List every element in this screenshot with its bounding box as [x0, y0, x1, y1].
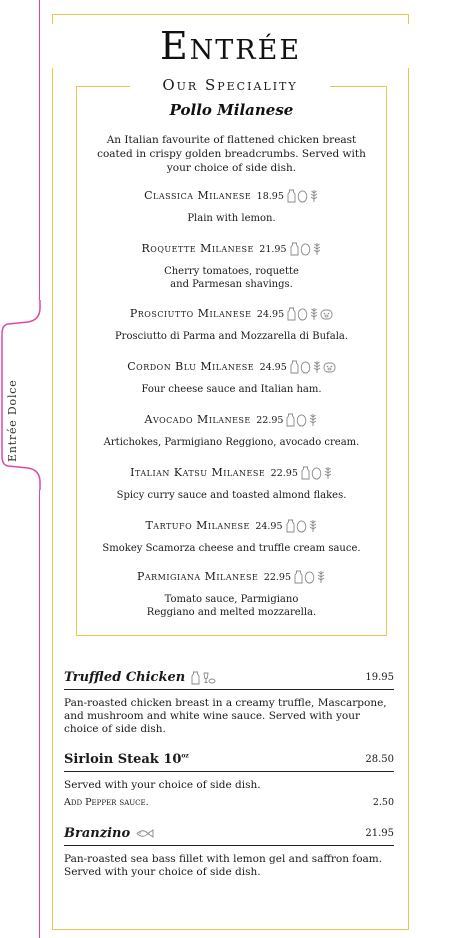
item-name: Tartufo Milanese: [145, 519, 250, 532]
add-on-line: [64, 797, 394, 811]
item-name: Parmigiana Milanese: [136, 570, 259, 583]
egg-icon: [297, 307, 308, 320]
item-price: 21.95: [259, 244, 287, 255]
milk-icon: [294, 570, 303, 583]
main-item-price: 21.95: [365, 828, 394, 839]
item-price: 24.95: [256, 309, 285, 320]
wheat-icon: [323, 466, 333, 479]
allergen-icons: [286, 187, 319, 205]
allergen-icons: [289, 358, 336, 376]
item-description: Plain with lemon.: [187, 213, 276, 224]
item-name: Italian Katsu Milanese: [130, 466, 266, 479]
item-price: 18.95: [256, 191, 284, 202]
allergen-icons: [289, 240, 322, 258]
item-price: 24.95: [255, 521, 283, 532]
main-item-price: 28.50: [365, 754, 394, 765]
item-description: Four cheese sauce and Italian ham.: [141, 384, 322, 395]
wine-icon: [202, 670, 216, 685]
egg-icon: [296, 413, 307, 426]
menu-item: [76, 305, 387, 343]
wheat-icon: [308, 519, 318, 532]
add-on-price: 2.50: [372, 797, 394, 808]
menu-item: [76, 411, 387, 449]
wheat-icon: [312, 360, 322, 373]
milk-icon: [191, 670, 200, 685]
speciality-intro: An Italian favourite of flattened chicken breast coated in crispy golden breadcrumbs. Served with your choice of side dish.: [97, 134, 366, 174]
allergen-icons: [300, 464, 333, 482]
main-item-name: Branzino: [64, 826, 154, 841]
item-description: Cherry tomatoes, roquette and Parmesan shavings.: [164, 266, 299, 290]
main-item-header: [64, 670, 394, 688]
milk-icon: [286, 413, 295, 426]
egg-icon: [300, 360, 311, 373]
milk-icon: [287, 307, 296, 320]
menu-item: [76, 187, 387, 225]
item-name: Cordon Blu Milanese: [127, 360, 255, 373]
divider: [64, 845, 394, 846]
pig-icon: [320, 307, 333, 320]
egg-icon: [304, 570, 315, 583]
fish-icon: [136, 826, 154, 841]
main-item-price: 19.95: [365, 672, 394, 683]
item-price: 22.95: [270, 468, 298, 479]
allergen-icons: [189, 670, 216, 685]
egg-icon: [297, 189, 308, 202]
item-price: 24.95: [259, 362, 287, 373]
allergen-icons: [285, 411, 318, 429]
menu-item: [76, 240, 387, 291]
egg-icon: [300, 242, 311, 255]
main-item-description: Pan-roasted sea bass fillet with lemon gel and saffron foam. Served with your choice of side dish.: [64, 853, 383, 878]
main-item-name: Sirloin Steak $10^{oz}$: [64, 752, 189, 767]
wheat-icon: [309, 307, 319, 320]
main-item-header: [64, 752, 394, 770]
milk-icon: [286, 519, 295, 532]
divider: [64, 771, 394, 772]
egg-icon: [311, 466, 322, 479]
main-item-name: Truffled Chicken: [64, 670, 216, 685]
main-item-description: Served with your choice of side dish.: [64, 779, 261, 791]
item-name: Classica Milanese: [144, 189, 252, 202]
add-on-label: Add Pepper sauce.: [64, 797, 149, 808]
egg-icon: [296, 519, 307, 532]
item-description: Spicy curry sauce and toasted almond flakes.: [116, 490, 347, 501]
milk-icon: [301, 466, 310, 479]
allergen-icons: [285, 517, 318, 535]
wheat-icon: [308, 413, 318, 426]
speciality-subheading: Pollo Milanese: [169, 101, 294, 119]
item-description: Tomato sauce, Parmigiano Reggiano and melted mozzarella.: [146, 594, 317, 618]
allergen-icons: [293, 568, 326, 586]
speciality-heading: Our Speciality: [130, 76, 330, 94]
item-description: Artichokes, Parmigiano Reggiono, avocado cream.: [103, 437, 360, 448]
divider: [64, 689, 394, 690]
allergen-icons: [134, 826, 154, 841]
milk-icon: [290, 360, 299, 373]
wheat-icon: [309, 189, 319, 202]
menu-item: [76, 464, 387, 502]
item-price: 22.95: [263, 572, 292, 583]
page-title: Entrée: [52, 24, 409, 68]
main-item-header: [64, 826, 394, 844]
main-item-description: Pan-roasted chicken breast in a creamy truffle, Mascarpone, and mushroom and white wine sauce. Served with your choice of side dish.: [64, 697, 387, 735]
menu-item: [76, 568, 387, 619]
milk-icon: [287, 189, 296, 202]
menu-item: [76, 517, 387, 555]
pig-icon: [323, 360, 336, 373]
wheat-icon: [312, 242, 322, 255]
item-name: Prosciutto Milanese: [129, 307, 252, 320]
wheat-icon: [316, 570, 326, 583]
menu-item: [76, 358, 387, 396]
side-tab-label[interactable]: Entrée Dolce: [6, 379, 19, 462]
item-name: Avocado Milanese: [144, 413, 251, 426]
milk-icon: [290, 242, 299, 255]
item-description: Smokey Scamorza cheese and truffle cream sauce.: [102, 543, 361, 554]
item-description: Prosciutto di Parma and Mozzarella di Bufala.: [114, 331, 349, 342]
allergen-icons: [286, 305, 333, 323]
item-name: Roquette Milanese: [141, 242, 254, 255]
item-price: 22.95: [256, 415, 284, 426]
